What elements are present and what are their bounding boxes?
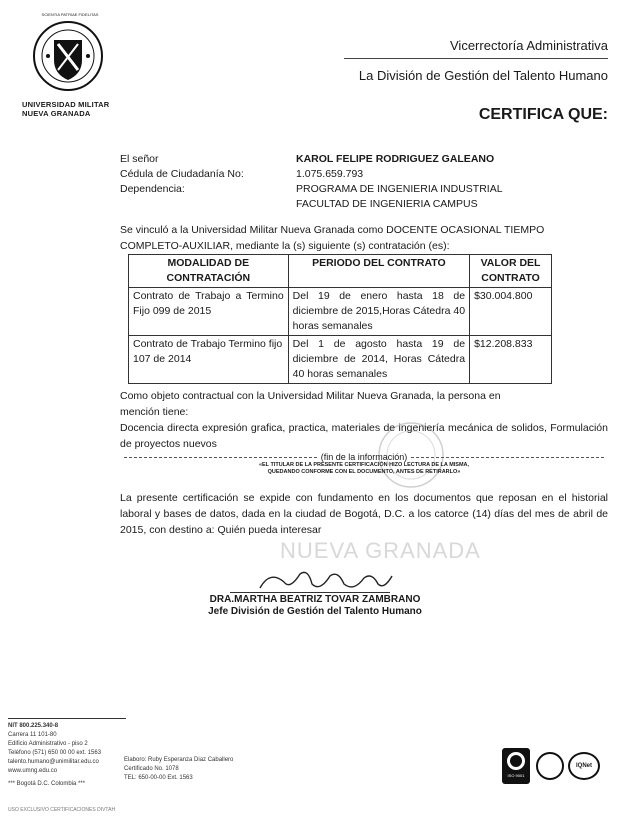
- dash-right: [411, 457, 604, 458]
- certification-logo-1: [502, 748, 530, 784]
- footer-address-2: Edificio Administrativo - piso 2: [8, 741, 88, 747]
- university-line-1: UNIVERSIDAD MILITAR: [22, 100, 110, 109]
- footer-usage: USO EXCLUSIVO CERTIFICACIONES DIVTAH: [8, 807, 116, 813]
- closing-paragraph: La presente certificación se expide con fundamento en los documentos que reposan en el historial laboral y bases de datos, dada en la ciudad de Bogotá, D.C. a los catorce (14) días del mes de abril de 2015, con destino a: Quién pueda interesar: [120, 492, 608, 536]
- cert-badge-1: ISO 9001: [507, 773, 525, 778]
- signer-name: DRA.MARTHA BEATRIZ TOVAR ZAMBRANO: [209, 594, 421, 605]
- division-title: La División de Gestión del Talento Humano: [358, 68, 608, 83]
- footer-cert-no: Certificado No. 1078: [124, 766, 179, 772]
- row-modalidad: Contrato de Trabajo Termino fijo 107 de 2014: [129, 336, 289, 384]
- certifica-heading: CERTIFICA QUE:: [478, 106, 608, 123]
- person-name: KAROL FELIPE RODRIGUEZ GALEANO: [296, 153, 495, 165]
- row-periodo: Del 19 de enero hasta 18 de diciembre de 2015,Horas Cátedra 40 horas semanales: [288, 288, 469, 336]
- footer-elaboration: [124, 756, 233, 783]
- header-divider: [344, 58, 608, 59]
- row-modalidad: Contrato de Trabajo a Termino Fijo 099 de 2015: [129, 288, 289, 336]
- header-valor: VALOR DEL CONTRATO: [470, 255, 552, 288]
- table-row: [129, 288, 552, 336]
- row-valor: $12.208.833: [470, 336, 552, 384]
- header-modalidad: MODALIDAD DE CONTRATACIÓN: [129, 255, 289, 288]
- iqnet-logo: IQNet: [568, 752, 600, 780]
- table-header-row: [129, 255, 552, 288]
- signer-role: Jefe División de Gestión del Talento Humano: [208, 606, 422, 617]
- footer-address-1: Carrera 11 101-80: [8, 732, 57, 738]
- person-id: 1.075.659.793: [296, 168, 364, 180]
- watermark-text: NUEVA GRANADA: [280, 538, 481, 563]
- footer-web: www.umng.edu.co: [8, 768, 58, 774]
- label-name: El señor: [120, 153, 159, 165]
- certification-c-icon: [507, 752, 525, 770]
- table-row: [129, 336, 552, 384]
- footer-elaboro: Elaboro: Ruby Esperanza Diaz Caballero: [124, 757, 234, 763]
- footer-email: talento.humano@unimilitar.edu.co: [8, 759, 99, 765]
- logo-motto: SCIENTIA PATRIAE FIDELITAS: [41, 12, 99, 17]
- vicerrectoria-title: Vicerrectoría Administrativa: [450, 38, 608, 53]
- footer-city: *** Bogotá D.C. Colombia ***: [8, 781, 86, 787]
- footer-nit: NIT 800.225.340-8: [8, 723, 59, 729]
- note-line-2: QUEDANDO CONFORME CON EL DOCUMENTO, ANTES DE RETIRARLO»: [267, 469, 461, 475]
- footer-phone: Teléfono (571) 650 00 00 ext. 1563: [8, 750, 102, 756]
- label-id: Cédula de Ciudadanía No:: [120, 168, 244, 180]
- label-dependency: Dependencia:: [120, 183, 185, 195]
- dash-left: [124, 457, 317, 458]
- row-periodo: Del 1 de agosto hasta 19 de diciembre de 2014, Horas Cátedra 40 horas semanales: [288, 336, 469, 384]
- university-shield-logo: [32, 20, 104, 92]
- footer-tel: TEL: 650-00-00 Ext. 1563: [124, 775, 193, 781]
- note-line-1: «EL TITULAR DE LA PRESENTE CERTIFICACIÓN HIZO LECTURA DE LA MISMA,: [258, 462, 470, 468]
- certification-logo-2-icon: [536, 752, 564, 780]
- footer-divider: [8, 718, 126, 719]
- row-valor: $30.004.800: [470, 288, 552, 336]
- object-detail: Docencia directa expresión grafica, practica, materiales de ingeniería mecánica de solidos, Formulación de proyectos nuevos: [120, 422, 608, 450]
- university-line-2: NUEVA GRANADA: [22, 109, 91, 118]
- header-periodo: PERIODO DEL CONTRATO: [288, 255, 469, 288]
- end-info: (fin de la información): [320, 452, 408, 462]
- footer-contact: [8, 722, 101, 789]
- intro-paragraph: Se vinculó a la Universidad Militar Nueva Granada como DOCENTE OCASIONAL TIEMPO COMPLETO-AUXILIAR, mediante la (s) siguiente (s) contratación (es):: [120, 224, 545, 252]
- signature-line: [230, 592, 390, 593]
- university-name: [22, 100, 109, 118]
- object-paragraph: Como objeto contractual con la Universidad Militar Nueva Granada, la persona en mención tiene:: [120, 390, 501, 418]
- end-info-separator: [120, 452, 608, 462]
- contracts-table: [128, 254, 552, 384]
- dependency-line-2: FACULTAD DE INGENIERIA CAMPUS: [296, 198, 478, 210]
- dependency-line-1: PROGRAMA DE INGENIERIA INDUSTRIAL: [296, 183, 503, 195]
